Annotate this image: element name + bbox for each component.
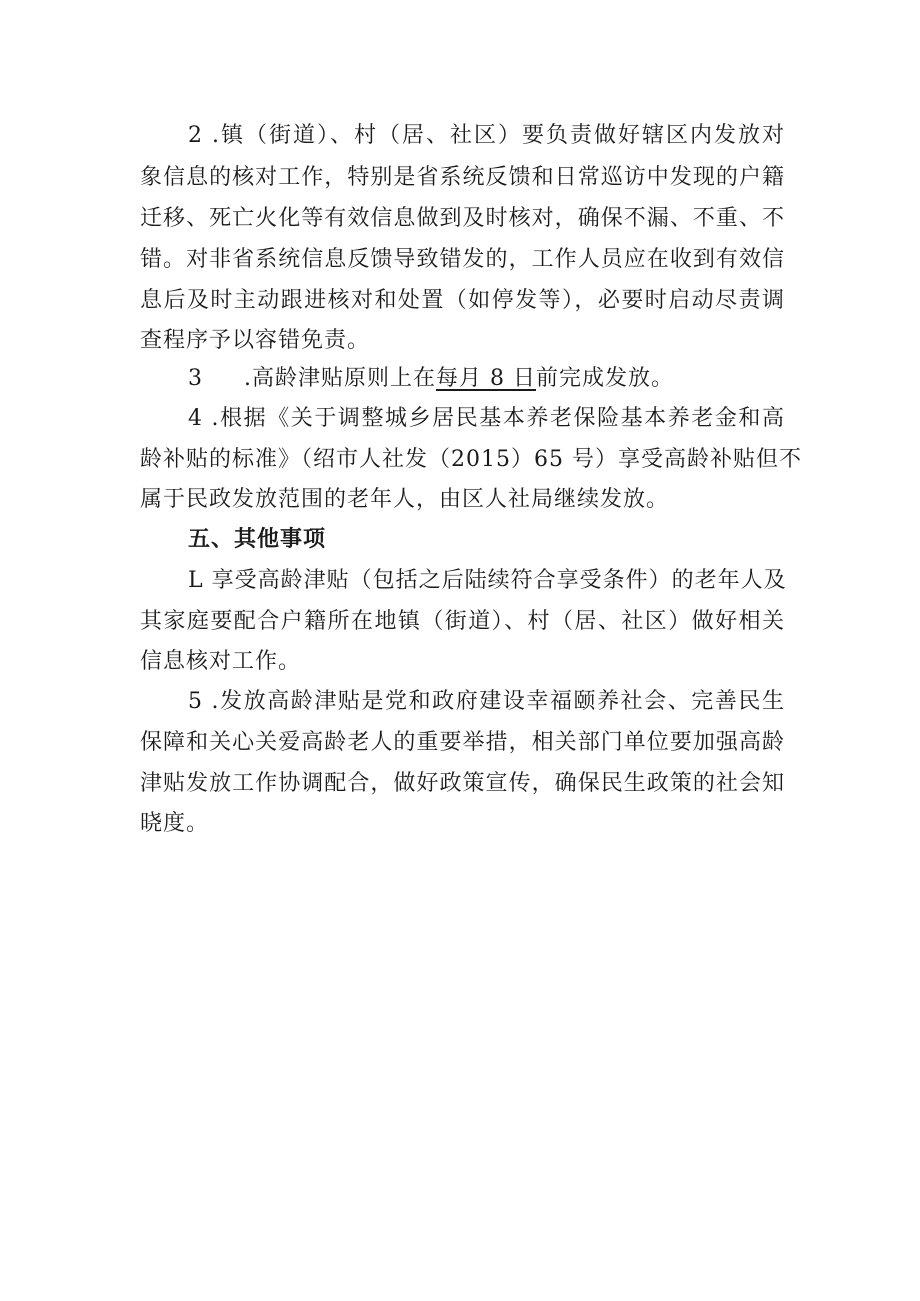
section-item-5-line-3: 津贴发放工作协调配合，做好政策宣传，确保民生政策的社会知 bbox=[140, 771, 785, 796]
item-4-line-1: 4 .根据《关于调整城乡居民基本养老保险基本养老金和高 bbox=[188, 406, 785, 431]
item-2-line-5: 息后及时主动跟进核对和处置（如停发等），必要时启动尽责调 bbox=[140, 288, 785, 313]
item-3-text-after: 前完成发放。 bbox=[535, 366, 674, 391]
item-2-line-2: 象信息的核对工作，特别是省系统反馈和日常巡访中发现的户籍 bbox=[140, 165, 785, 190]
item-2-line-6: 查程序予以容错免责。 bbox=[140, 328, 371, 353]
section-item-5-line-2: 保障和关心关爱高龄老人的重要举措，相关部门单位要加强高龄 bbox=[140, 730, 785, 755]
section-item-1-line-3: 信息核对工作。 bbox=[140, 649, 302, 674]
item-3-deadline: 每月 8 日 bbox=[436, 366, 536, 391]
item-3-text-before: .高龄津贴原则上在 bbox=[236, 366, 436, 391]
section-item-5-line-4: 晓度。 bbox=[140, 811, 210, 836]
item-3-line bbox=[188, 361, 785, 397]
item-3-number: 3 bbox=[188, 366, 203, 391]
section-heading: 五、其他事项 bbox=[188, 527, 327, 552]
section-item-5-line-1: 5 .发放高龄津贴是党和政府建设幸福颐养社会、完善民生 bbox=[188, 689, 785, 714]
item-2-line-4: 错。对非省系统信息反馈导致错发的，工作人员应在收到有效信 bbox=[140, 247, 785, 272]
item-2-line-3: 迁移、死亡火化等有效信息做到及时核对，确保不漏、不重、不 bbox=[140, 206, 785, 231]
section-item-1-line-2: 其家庭要配合户籍所在地镇（街道）、村（居、社区）做好相关 bbox=[140, 609, 785, 634]
item-4-line-3: 属于民政发放范围的老年人，由区人社局继续发放。 bbox=[140, 487, 670, 512]
section-item-1-line-1: L 享受高龄津贴（包括之后陆续符合享受条件）的老年人及 bbox=[188, 568, 787, 593]
item-4-line-2: 龄补贴的标准》（绍市人社发（2015）65 号）享受高龄补贴但不 bbox=[140, 447, 802, 472]
item-2-line-1: 2 .镇（街道）、村（居、社区）要负责做好辖区内发放对 bbox=[188, 123, 785, 148]
